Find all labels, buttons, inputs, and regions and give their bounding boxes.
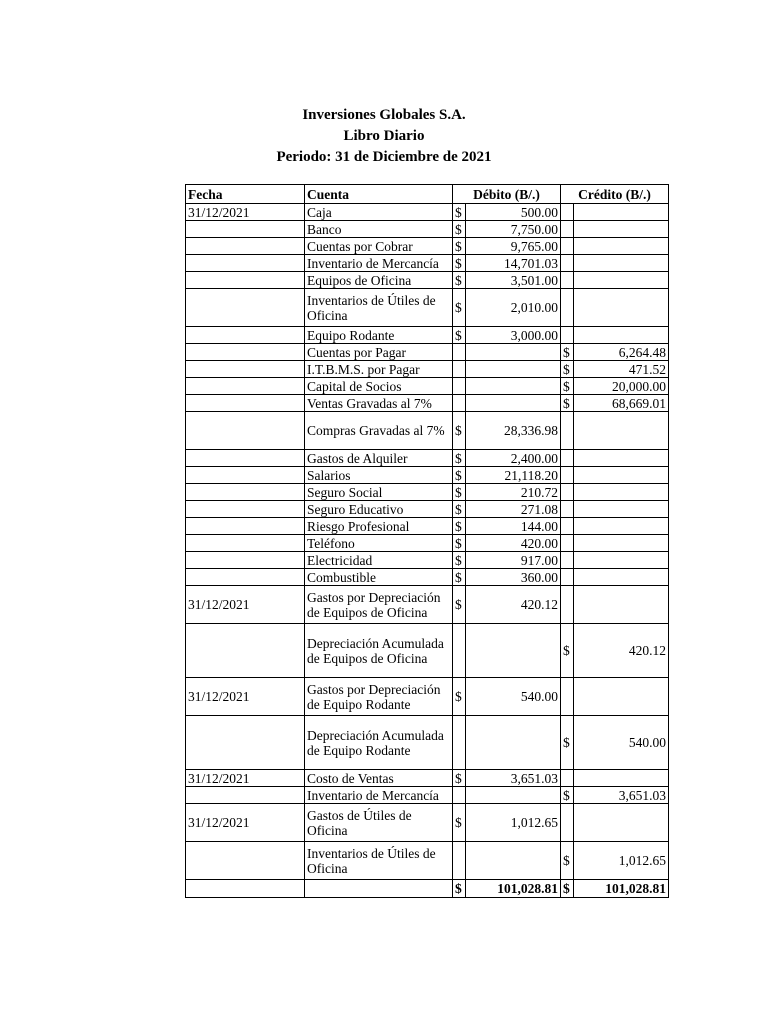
fecha-cell — [186, 484, 305, 501]
table-row — [186, 770, 669, 787]
debito-symbol — [453, 716, 466, 770]
fecha-cell — [186, 272, 305, 289]
table-row — [186, 586, 669, 624]
cuenta-cell: Gastos por Depreciación de Equipo Rodante — [305, 678, 453, 716]
table-row — [186, 255, 669, 272]
fecha-cell — [186, 552, 305, 569]
cuenta-cell: Teléfono — [305, 535, 453, 552]
debito-symbol: $ — [453, 204, 466, 221]
fecha-cell — [186, 787, 305, 804]
debito-symbol: $ — [453, 467, 466, 484]
table-row — [186, 221, 669, 238]
cuenta-cell: Costo de Ventas — [305, 770, 453, 787]
fecha-cell — [186, 501, 305, 518]
credito-symbol — [561, 327, 574, 344]
credito-symbol — [561, 518, 574, 535]
fecha-cell — [186, 221, 305, 238]
credito-cell — [574, 255, 669, 272]
debito-cell: 420.00 — [466, 535, 561, 552]
table-row — [186, 272, 669, 289]
cuenta-cell: Depreciación Acumulada de Equipo Rodante — [305, 716, 453, 770]
fecha-cell — [186, 361, 305, 378]
debito-cell: 271.08 — [466, 501, 561, 518]
debito-symbol — [453, 395, 466, 412]
table-row — [186, 569, 669, 586]
fecha-cell — [186, 518, 305, 535]
table-row — [186, 289, 669, 327]
credito-symbol — [561, 412, 574, 450]
credito-symbol — [561, 552, 574, 569]
credito-symbol — [561, 450, 574, 467]
credito-cell — [574, 501, 669, 518]
credito-cell: 1,012.65 — [574, 842, 669, 880]
credito-cell — [574, 238, 669, 255]
table-row — [186, 787, 669, 804]
credito-cell — [574, 272, 669, 289]
table-row — [186, 716, 669, 770]
debito-cell: 1,012.65 — [466, 804, 561, 842]
credito-cell — [574, 586, 669, 624]
document-title: Libro Diario — [343, 128, 425, 144]
debito-cell: 3,501.00 — [466, 272, 561, 289]
credito-symbol — [561, 238, 574, 255]
table-row — [186, 552, 669, 569]
fecha-cell — [186, 378, 305, 395]
cuenta-cell: Seguro Social — [305, 484, 453, 501]
debito-symbol — [453, 344, 466, 361]
debito-symbol — [453, 842, 466, 880]
debito-cell: 3,000.00 — [466, 327, 561, 344]
debito-symbol: $ — [453, 678, 466, 716]
debito-cell: 14,701.03 — [466, 255, 561, 272]
fecha-cell: 31/12/2021 — [186, 586, 305, 624]
cuenta-cell: Inventarios de Útiles de Oficina — [305, 289, 453, 327]
credito-cell: 68,669.01 — [574, 395, 669, 412]
table-row — [186, 378, 669, 395]
table-row — [186, 238, 669, 255]
column-header-debito: Débito (B/.) — [453, 185, 561, 204]
debito-cell — [466, 716, 561, 770]
cuenta-cell: Ventas Gravadas al 7% — [305, 395, 453, 412]
credito-cell — [574, 678, 669, 716]
debito-symbol: $ — [453, 484, 466, 501]
credito-symbol: $ — [561, 344, 574, 361]
table-row — [186, 395, 669, 412]
debito-cell — [466, 787, 561, 804]
credito-symbol — [561, 221, 574, 238]
credito-cell: 420.12 — [574, 624, 669, 678]
table-row — [186, 344, 669, 361]
debito-symbol: $ — [453, 450, 466, 467]
credito-cell — [574, 804, 669, 842]
totals-cuenta-cell — [305, 880, 453, 898]
credito-symbol — [561, 272, 574, 289]
credito-symbol — [561, 678, 574, 716]
credito-cell — [574, 552, 669, 569]
credito-cell — [574, 467, 669, 484]
period-label: Periodo: 31 de Diciembre de 2021 — [276, 149, 492, 165]
table-row — [186, 484, 669, 501]
credito-cell: 20,000.00 — [574, 378, 669, 395]
fecha-cell: 31/12/2021 — [186, 804, 305, 842]
column-header-cuenta: Cuenta — [305, 185, 453, 204]
fecha-cell: 31/12/2021 — [186, 204, 305, 221]
credito-cell: 6,264.48 — [574, 344, 669, 361]
debito-cell: 144.00 — [466, 518, 561, 535]
fecha-cell — [186, 716, 305, 770]
debito-symbol: $ — [453, 221, 466, 238]
fecha-cell: 31/12/2021 — [186, 770, 305, 787]
credito-cell — [574, 204, 669, 221]
credito-cell — [574, 412, 669, 450]
debito-cell: 21,118.20 — [466, 467, 561, 484]
cuenta-cell: Banco — [305, 221, 453, 238]
fecha-cell — [186, 238, 305, 255]
debito-symbol: $ — [453, 272, 466, 289]
debito-cell: 360.00 — [466, 569, 561, 586]
fecha-cell — [186, 344, 305, 361]
debito-symbol: $ — [453, 770, 466, 787]
debito-cell: 2,010.00 — [466, 289, 561, 327]
debito-symbol: $ — [453, 501, 466, 518]
credito-cell — [574, 484, 669, 501]
credito-symbol: $ — [561, 716, 574, 770]
credito-symbol: $ — [561, 842, 574, 880]
fecha-cell — [186, 255, 305, 272]
debito-symbol: $ — [453, 552, 466, 569]
credito-cell — [574, 569, 669, 586]
credito-cell: 540.00 — [574, 716, 669, 770]
debito-cell — [466, 361, 561, 378]
table-row — [186, 501, 669, 518]
table-row — [186, 412, 669, 450]
debito-cell — [466, 344, 561, 361]
debito-symbol — [453, 787, 466, 804]
table-row — [186, 204, 669, 221]
cuenta-cell: Compras Gravadas al 7% — [305, 412, 453, 450]
credito-symbol — [561, 501, 574, 518]
credito-symbol — [561, 804, 574, 842]
cuenta-cell: Caja — [305, 204, 453, 221]
totals-row — [186, 880, 669, 898]
cuenta-cell: Capital de Socios — [305, 378, 453, 395]
cuenta-cell: Inventarios de Útiles de Oficina — [305, 842, 453, 880]
credito-symbol — [561, 467, 574, 484]
credito-cell: 471.52 — [574, 361, 669, 378]
cuenta-cell: Inventario de Mercancía — [305, 787, 453, 804]
debito-symbol: $ — [453, 289, 466, 327]
debito-cell: 210.72 — [466, 484, 561, 501]
debito-cell — [466, 842, 561, 880]
debito-symbol: $ — [453, 255, 466, 272]
table-header-row — [186, 185, 669, 204]
document-header — [0, 105, 768, 168]
debito-symbol: $ — [453, 327, 466, 344]
debito-cell: 500.00 — [466, 204, 561, 221]
credito-cell: 3,651.03 — [574, 787, 669, 804]
cuenta-cell: Gastos por Depreciación de Equipos de Oficina — [305, 586, 453, 624]
table-row — [186, 327, 669, 344]
cuenta-cell: Cuentas por Cobrar — [305, 238, 453, 255]
credito-symbol — [561, 204, 574, 221]
debito-symbol: $ — [453, 238, 466, 255]
table-row — [186, 804, 669, 842]
debito-cell — [466, 395, 561, 412]
company-name: Inversiones Globales S.A. — [302, 107, 466, 123]
fecha-cell — [186, 624, 305, 678]
credito-cell — [574, 770, 669, 787]
fecha-cell — [186, 327, 305, 344]
fecha-cell — [186, 569, 305, 586]
debito-cell: 917.00 — [466, 552, 561, 569]
credito-cell — [574, 289, 669, 327]
credito-cell — [574, 327, 669, 344]
credito-symbol — [561, 289, 574, 327]
cuenta-cell: Equipo Rodante — [305, 327, 453, 344]
debito-symbol — [453, 624, 466, 678]
credito-symbol: $ — [561, 787, 574, 804]
totals-credito-value: 101,028.81 — [574, 880, 669, 898]
debito-cell: 7,750.00 — [466, 221, 561, 238]
cuenta-cell: Cuentas por Pagar — [305, 344, 453, 361]
fecha-cell — [186, 450, 305, 467]
debito-cell — [466, 378, 561, 395]
table-row — [186, 678, 669, 716]
credito-symbol: $ — [561, 624, 574, 678]
debito-symbol: $ — [453, 535, 466, 552]
cuenta-cell: Depreciación Acumulada de Equipos de Oficina — [305, 624, 453, 678]
table-row — [186, 842, 669, 880]
credito-symbol — [561, 484, 574, 501]
debito-cell: 9,765.00 — [466, 238, 561, 255]
cuenta-cell: Gastos de Alquiler — [305, 450, 453, 467]
debito-symbol — [453, 361, 466, 378]
credito-symbol — [561, 586, 574, 624]
debito-symbol — [453, 378, 466, 395]
debito-symbol: $ — [453, 412, 466, 450]
table-row — [186, 535, 669, 552]
credito-cell — [574, 221, 669, 238]
table-row — [186, 450, 669, 467]
fecha-cell — [186, 289, 305, 327]
fecha-cell — [186, 535, 305, 552]
credito-symbol: $ — [561, 361, 574, 378]
table-row — [186, 624, 669, 678]
fecha-cell — [186, 467, 305, 484]
credito-symbol: $ — [561, 378, 574, 395]
cuenta-cell: Equipos de Oficina — [305, 272, 453, 289]
fecha-cell — [186, 412, 305, 450]
totals-credito-symbol: $ — [561, 880, 574, 898]
cuenta-cell: Combustible — [305, 569, 453, 586]
cuenta-cell: Seguro Educativo — [305, 501, 453, 518]
debito-cell: 28,336.98 — [466, 412, 561, 450]
debito-symbol: $ — [453, 569, 466, 586]
column-header-credito: Crédito (B/.) — [561, 185, 669, 204]
credito-symbol — [561, 770, 574, 787]
fecha-cell: 31/12/2021 — [186, 678, 305, 716]
debito-cell — [466, 624, 561, 678]
credito-symbol: $ — [561, 395, 574, 412]
cuenta-cell: Electricidad — [305, 552, 453, 569]
credito-cell — [574, 450, 669, 467]
debito-symbol: $ — [453, 586, 466, 624]
debito-symbol: $ — [453, 518, 466, 535]
credito-symbol — [561, 535, 574, 552]
fecha-cell — [186, 395, 305, 412]
journal-body — [186, 204, 669, 880]
cuenta-cell: Salarios — [305, 467, 453, 484]
table-row — [186, 518, 669, 535]
table-row — [186, 361, 669, 378]
credito-cell — [574, 535, 669, 552]
cuenta-cell: Riesgo Profesional — [305, 518, 453, 535]
cuenta-cell: Gastos de Útiles de Oficina — [305, 804, 453, 842]
table-row — [186, 467, 669, 484]
debito-cell: 2,400.00 — [466, 450, 561, 467]
journal-table — [185, 184, 669, 898]
totals-debito-symbol: $ — [453, 880, 466, 898]
debito-symbol: $ — [453, 804, 466, 842]
totals-fecha-cell — [186, 880, 305, 898]
fecha-cell — [186, 842, 305, 880]
credito-symbol — [561, 569, 574, 586]
debito-cell: 3,651.03 — [466, 770, 561, 787]
debito-cell: 420.12 — [466, 586, 561, 624]
cuenta-cell: Inventario de Mercancía — [305, 255, 453, 272]
totals-debito-value: 101,028.81 — [466, 880, 561, 898]
cuenta-cell: I.T.B.M.S. por Pagar — [305, 361, 453, 378]
credito-cell — [574, 518, 669, 535]
column-header-fecha: Fecha — [186, 185, 305, 204]
credito-symbol — [561, 255, 574, 272]
debito-cell: 540.00 — [466, 678, 561, 716]
